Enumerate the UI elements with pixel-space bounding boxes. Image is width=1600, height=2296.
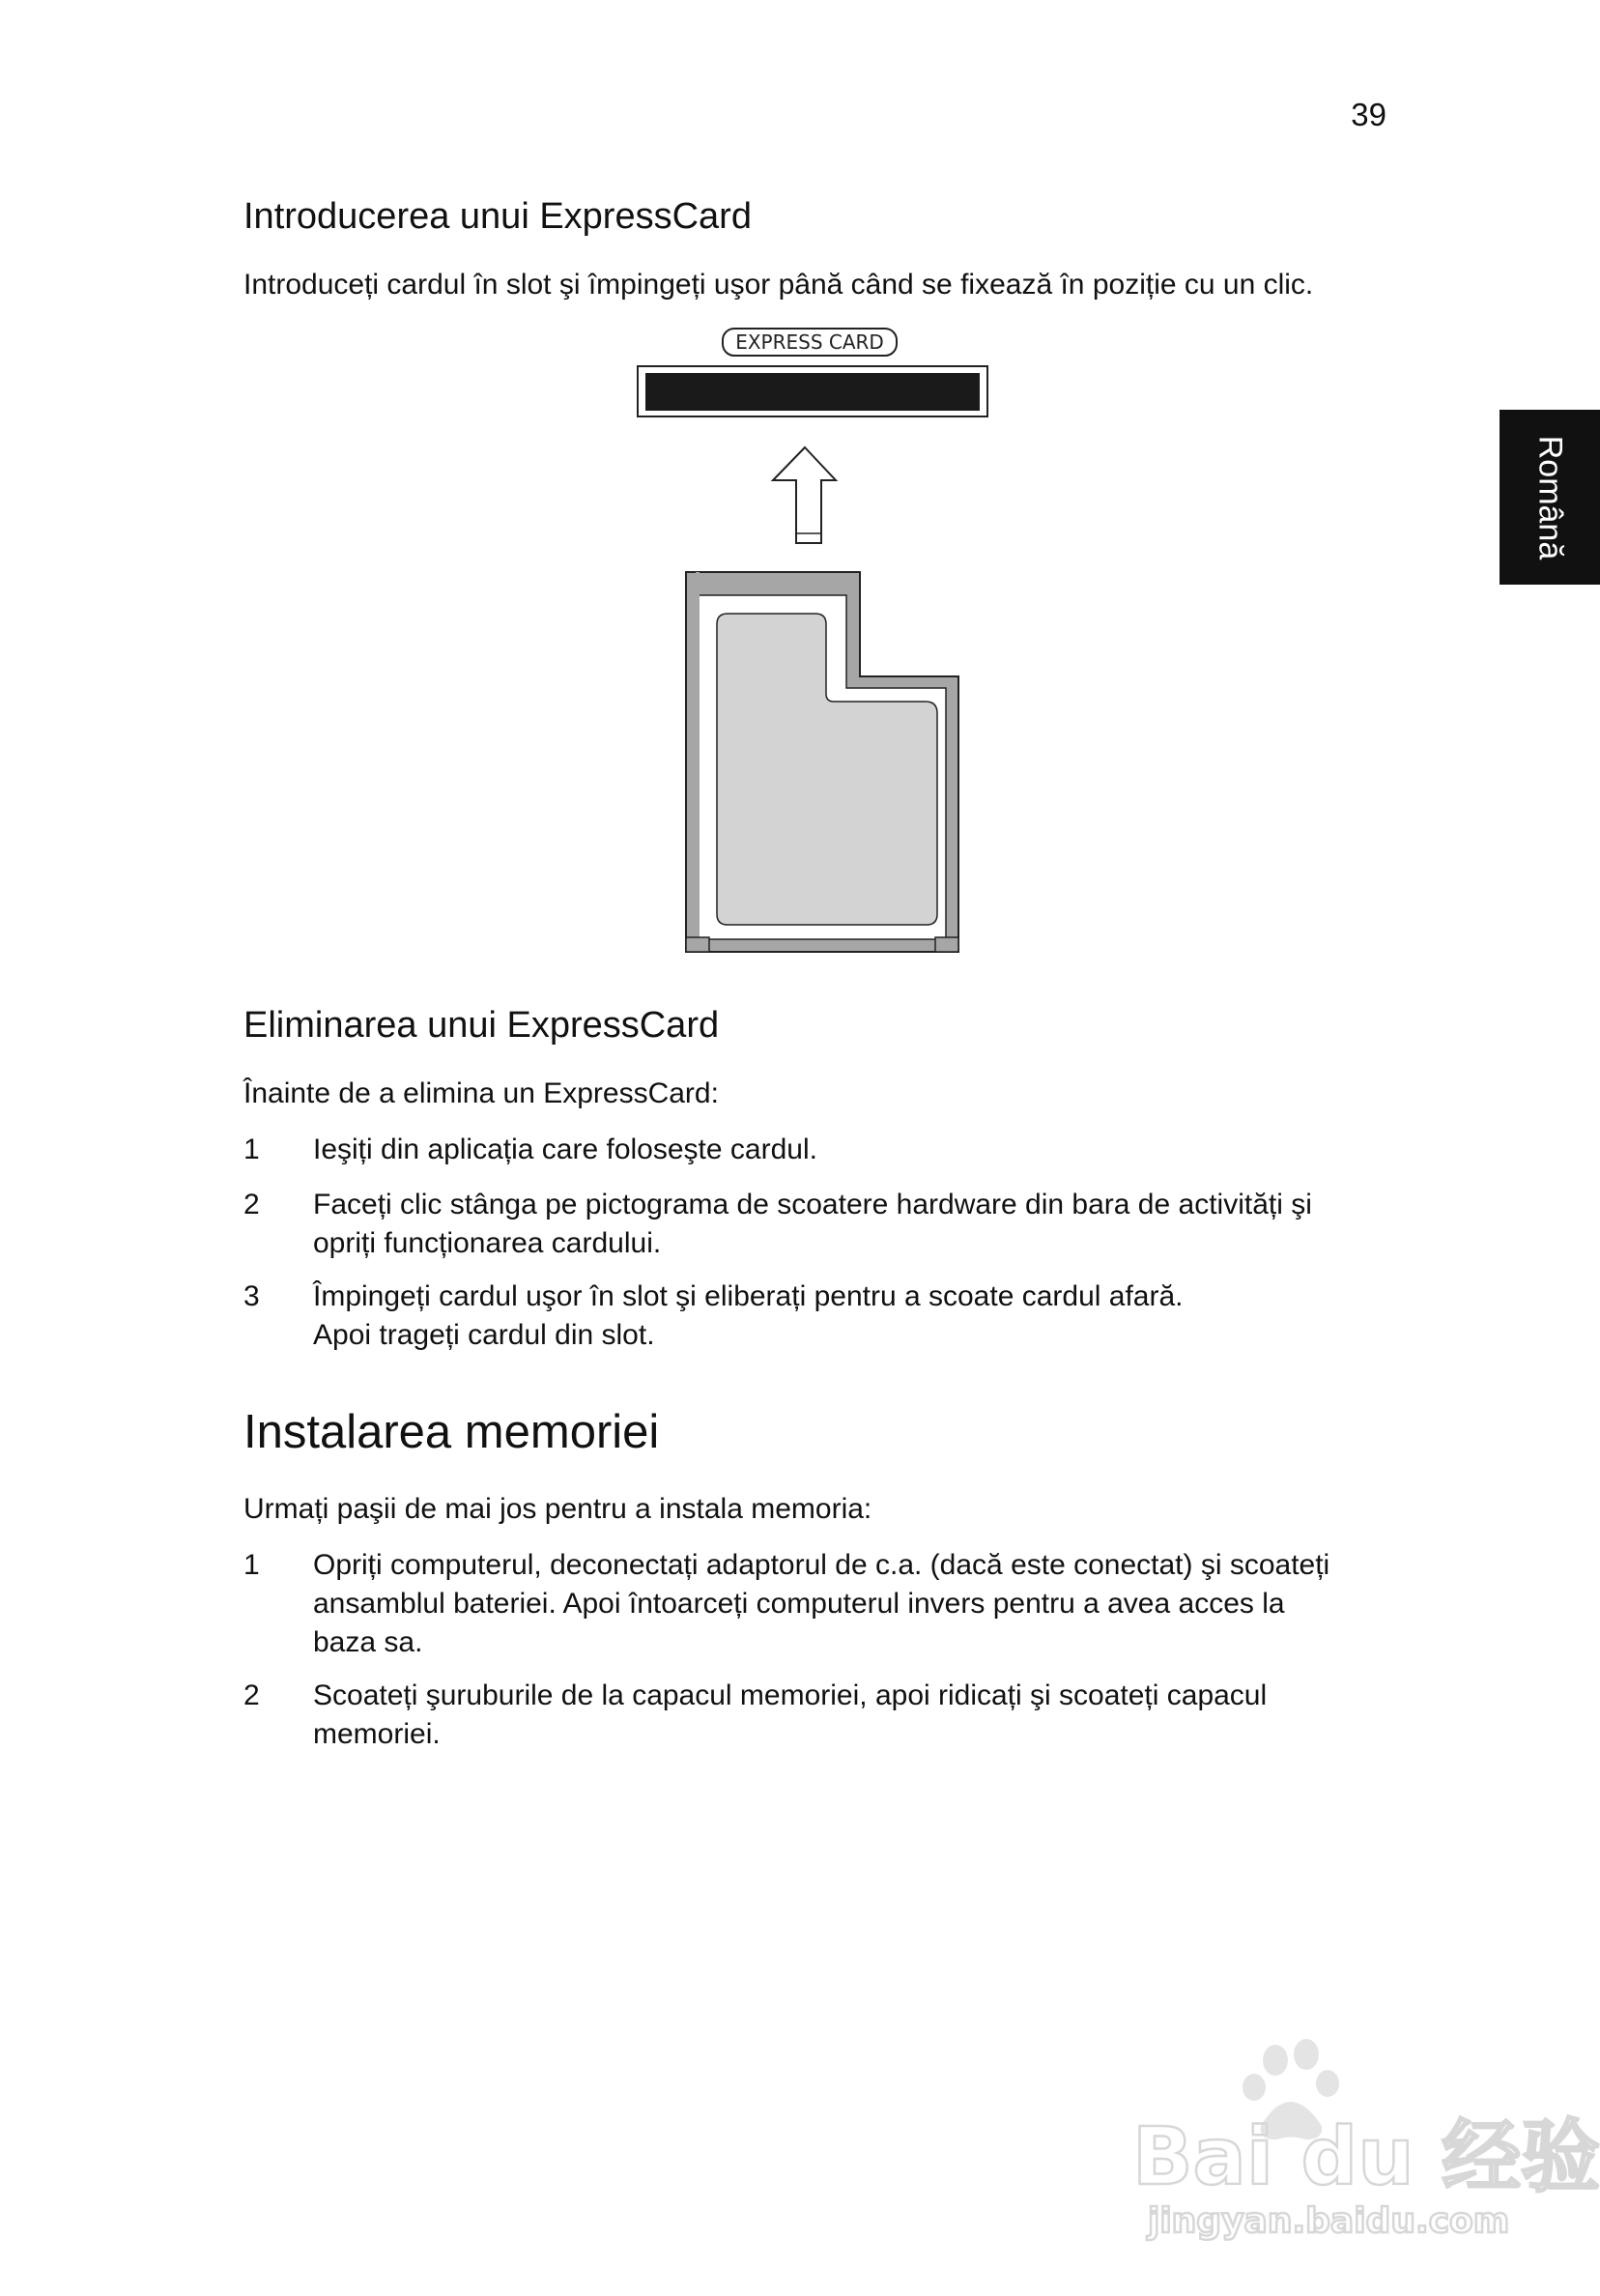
expresscard-insertion-figure	[628, 319, 995, 957]
step-line: Apoi trageți cardul din slot.	[313, 1319, 655, 1351]
step-line: Opriți computerul, deconectați adaptorul de c.a. (dacă este conectat) şi scoateți	[313, 1549, 1330, 1581]
step-line: Scoateți şuruburile de la capacul memoriei, apoi ridicați şi scoateți capacul	[313, 1679, 1268, 1711]
step-line: Ieşiți din aplicația care foloseşte cardul.	[313, 1134, 817, 1165]
watermark-brand: Bai du 经验	[1132, 2111, 1600, 2203]
step-line: memoriei.	[313, 1718, 441, 1750]
language-tab	[1500, 410, 1600, 585]
page-number: 39	[1351, 97, 1386, 132]
language-tab-label: Română	[1531, 435, 1569, 560]
remove-intro: Înainte de a elimina un ExpressCard:	[243, 1077, 719, 1109]
memory-intro: Urmați paşii de mai jos pentru a instala memoria:	[243, 1493, 872, 1525]
heading-insert-expresscard: Introducerea unui ExpressCard	[243, 196, 752, 237]
baidu-watermark	[1130, 2039, 1600, 2242]
step-text	[313, 1677, 1386, 1754]
watermark-url: jingyan.baidu.com	[1148, 2201, 1510, 2241]
step-number: 3	[243, 1280, 260, 1312]
step-text	[313, 1277, 1386, 1355]
step-number: 2	[243, 1189, 260, 1220]
slot-label: EXPRESS CARD	[735, 330, 884, 354]
insert-instruction: Introduceți cardul în slot şi împingeți uşor până când se fixează în poziție cu un clic.	[243, 269, 1314, 301]
insert-arrow-icon	[773, 447, 836, 543]
step-line: Împingeți cardul uşor în slot şi eliberați pentru a scoate cardul afară.	[313, 1280, 1184, 1312]
step-line: opriți funcționarea cardului.	[313, 1227, 662, 1259]
heading-remove-expresscard: Eliminarea unui ExpressCard	[243, 1005, 720, 1046]
step-number: 1	[243, 1549, 260, 1581]
step-line: Faceți clic stânga pe pictograma de scoatere hardware din bara de activități şi	[313, 1189, 1312, 1220]
step-line: ansamblul bateriei. Apoi întoarceți computerul invers pentru a avea acces la	[313, 1588, 1285, 1620]
card-slot-opening	[645, 373, 980, 411]
heading-install-memory: Instalarea memoriei	[243, 1406, 660, 1458]
step-text	[313, 1546, 1386, 1662]
step-text	[313, 1131, 1386, 1169]
step-line: baza sa.	[313, 1626, 423, 1658]
step-text	[313, 1186, 1386, 1263]
step-number: 2	[243, 1679, 260, 1711]
step-number: 1	[243, 1134, 260, 1165]
